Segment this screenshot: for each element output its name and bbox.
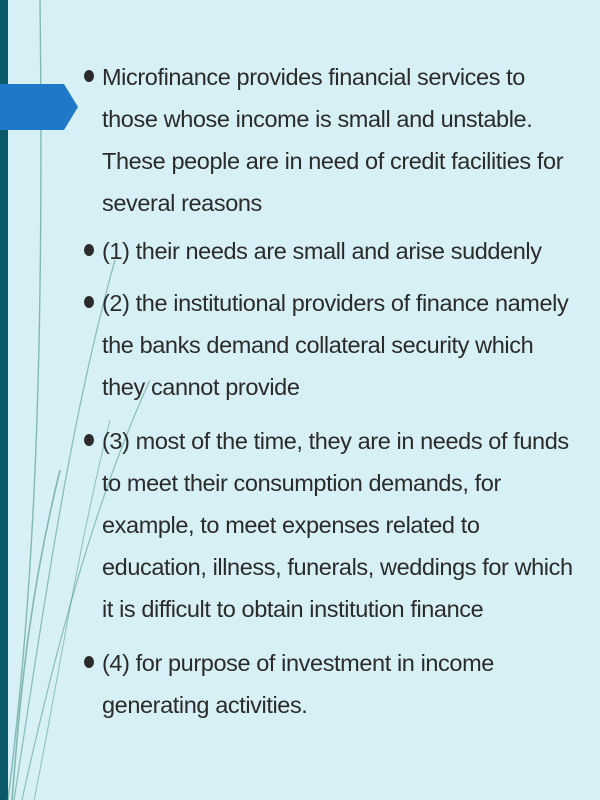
bullet-text: Microfinance provides financial services to those whose income is small and unstable. These people are in need of credit facilities for several reasons [102, 64, 564, 216]
bullet-item [82, 282, 582, 408]
bullet-text: (4) for purpose of investment in income generating activities. [102, 650, 494, 718]
bullet-dot-icon [84, 70, 94, 82]
bullet-item [82, 420, 582, 630]
bullet-list [82, 56, 582, 740]
bullet-text: (2) the institutional providers of finance namely the banks demand collateral security which they cannot provide [102, 290, 569, 400]
bullet-text: (1) their needs are small and arise suddenly [102, 238, 542, 264]
bullet-dot-icon [84, 656, 94, 668]
bullet-item [82, 642, 582, 726]
bullet-dot-icon [84, 434, 94, 446]
bullet-text: (3) most of the time, they are in needs of funds to meet their consumption demands, for example, to meet expenses related to education, illness, funerals, weddings for which it is difficult to obtain institution finance [102, 428, 573, 622]
bullet-item [82, 56, 582, 224]
bullet-item [82, 230, 582, 272]
bullet-dot-icon [84, 296, 94, 308]
title-marker-arrow [0, 84, 78, 130]
bullet-dot-icon [84, 244, 94, 256]
